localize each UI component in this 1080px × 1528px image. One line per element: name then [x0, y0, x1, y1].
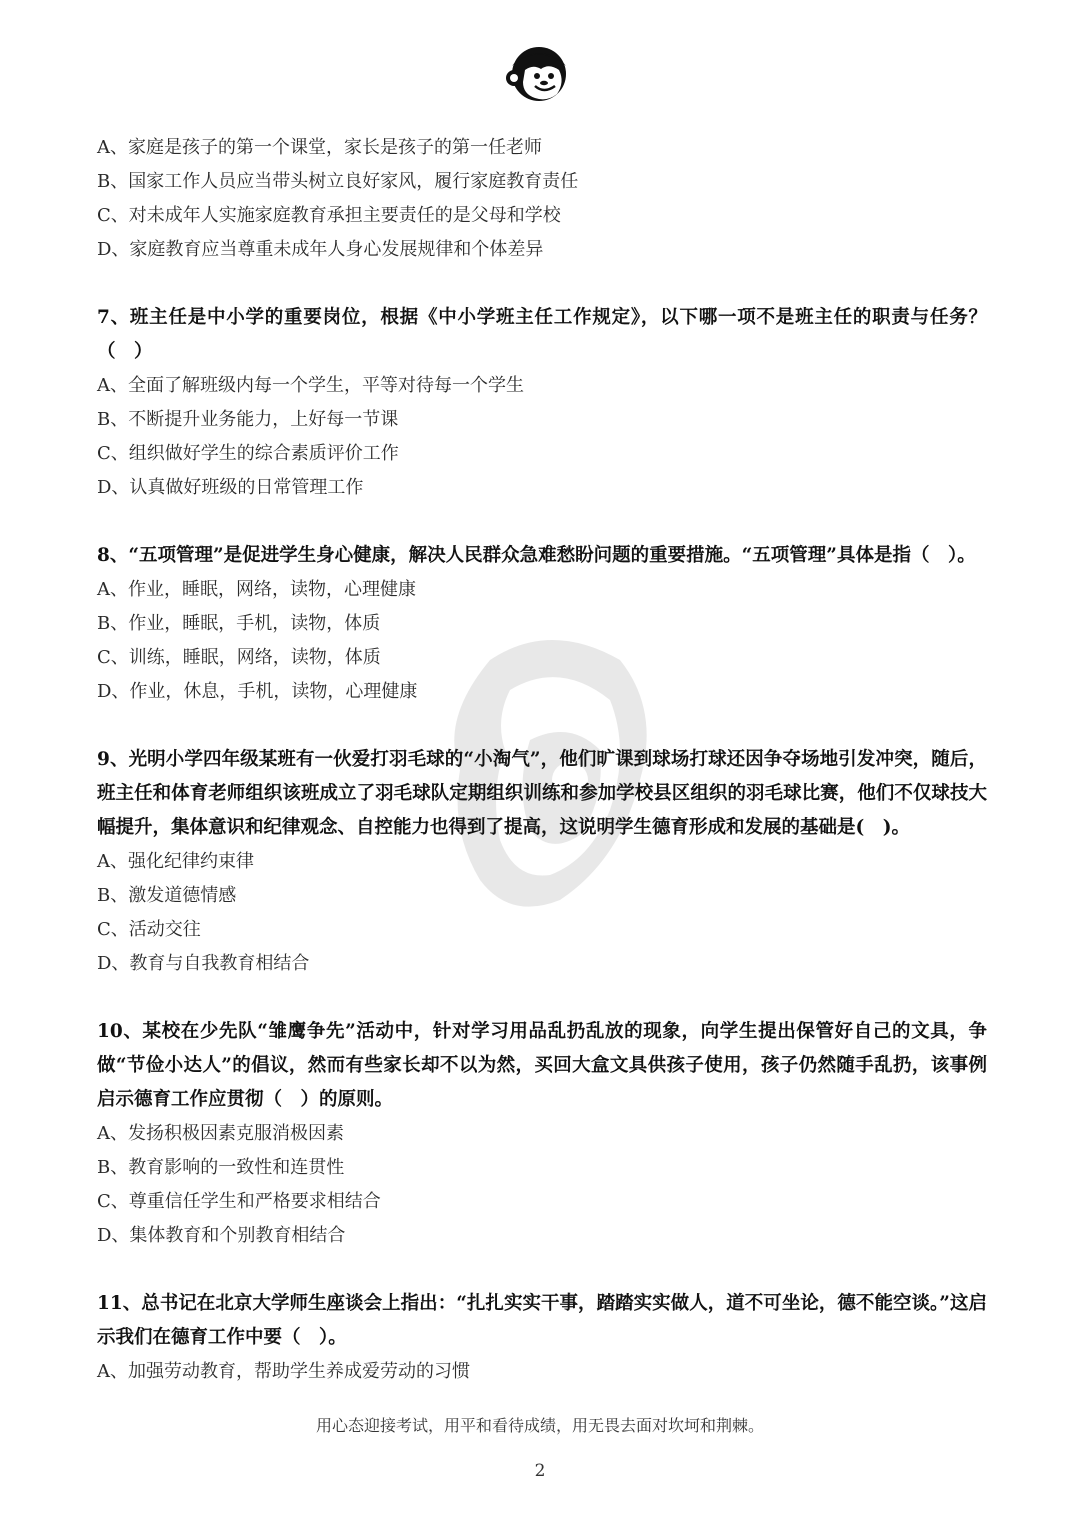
q11-stem: 11、总书记在北京大学师生座谈会上指出：“扎扎实实干事，踏踏实实做人，道不可坐论，德不能空谈。”这启示我们在德育工作中要（ ）。: [97, 1293, 987, 1348]
monkey-mascot-icon: [503, 36, 575, 108]
page-number: 2: [534, 1461, 546, 1481]
q7-option-a: A、全面了解班级内每一个学生，平等对待每一个学生: [97, 375, 524, 396]
q9-option-c: C、活动交往: [97, 919, 201, 940]
footer-motto: 用心态迎接考试，用平和看待成绩，用无畏去面对坎坷和荆棘。: [315, 1416, 764, 1435]
q8-option-a: A、作业，睡眠，网络，读物，心理健康: [97, 579, 416, 600]
q6-option-c: C、对未成年人实施家庭教育承担主要责任的是父母和学校: [97, 205, 561, 226]
q8-option-d: D、作业，休息，手机，读物，心理健康: [97, 681, 418, 702]
q9-option-b: B、激发道德情感: [97, 885, 237, 906]
q9-option-a: A、强化纪律约束律: [97, 851, 254, 872]
q8-option-c: C、训练，睡眠，网络，读物，体质: [97, 647, 381, 668]
q6-option-b: B、国家工作人员应当带头树立良好家风，履行家庭教育责任: [97, 171, 579, 192]
q9-option-d: D、教育与自我教育相结合: [97, 953, 310, 974]
q9-stem: 9、光明小学四年级某班有一伙爱打羽毛球的“小淘气”，他们旷课到球场打球还因争夺场地引发冲突，随后，班主任和体育老师组织该班成立了羽毛球队定期组织训练和参加学校县区组织的羽毛球比赛，他们不仅球技大幅提升，集体意识和纪律观念、自控能力也得到了提高，这说明学生德育形成和发展的基础是( )。: [97, 749, 987, 838]
q10-option-c: C、尊重信任学生和严格要求相结合: [97, 1191, 381, 1212]
q8-option-b: B、作业，睡眠，手机，读物，体质: [97, 613, 381, 634]
q10-stem: 10、某校在少先队“雏鹰争先”活动中，针对学习用品乱扔乱放的现象，向学生提出保管好自己的文具，争做“节俭小达人”的倡议，然而有些家长却不以为然，买回大盒文具供孩子使用，孩子仍然随手乱扔，该事例启示德育工作应贯彻（ ）的原则。: [97, 1021, 987, 1110]
q7-option-b: B、不断提升业务能力，上好每一节课: [97, 409, 399, 430]
q11-option-a: A、加强劳动教育，帮助学生养成爱劳动的习惯: [97, 1361, 470, 1382]
q6-option-d: D、家庭教育应当尊重未成年人身心发展规律和个体差异: [97, 239, 544, 260]
question-content: [97, 131, 987, 1389]
q10-option-a: A、发扬积极因素克服消极因素: [97, 1123, 344, 1144]
q8-stem: 8、“五项管理”是促进学生身心健康，解决人民群众急难愁盼问题的重要措施。“五项管理”具体是指（ ）。: [97, 545, 976, 566]
q7-option-c: C、组织做好学生的综合素质评价工作: [97, 443, 399, 464]
q7-option-d: D、认真做好班级的日常管理工作: [97, 477, 364, 498]
q10-option-b: B、教育影响的一致性和连贯性: [97, 1157, 345, 1178]
q10-option-d: D、集体教育和个别教育相结合: [97, 1225, 346, 1246]
q7-stem: 7、班主任是中小学的重要岗位，根据《中小学班主任工作规定》，以下哪一项不是班主任的职责与任务？（ ）: [97, 307, 987, 362]
q6-option-a: A、家庭是孩子的第一个课堂，家长是孩子的第一任老师: [97, 137, 542, 158]
